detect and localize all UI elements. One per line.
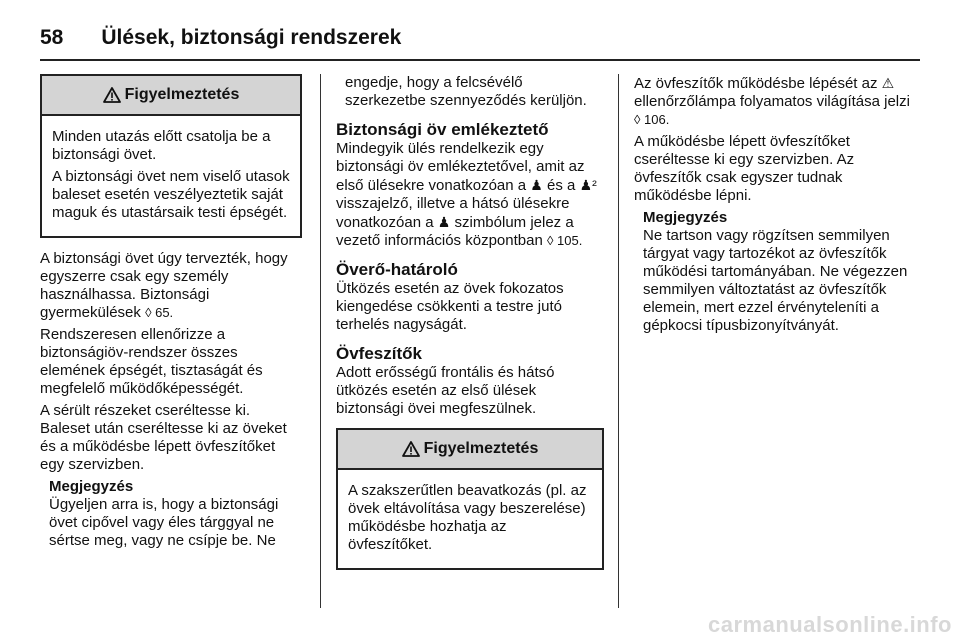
paragraph: A sérült részeket cseréltesse ki. Baleset után cseréltesse ki az öveket és a működésbe lépett övfeszítőket egy szervizben. [40, 402, 287, 473]
page-reference: ◊ 65. [145, 305, 174, 320]
warning-box [40, 74, 302, 238]
page-reference: ◊ 106. [634, 112, 670, 127]
paragraph: A működésbe lépett övfeszítőket cseréltesse ki egy szervizben. Az övfeszítők csak egyszer tudnak működésbe lépni. [634, 133, 855, 204]
note [634, 209, 920, 335]
note-heading: Megjegyzés [49, 478, 134, 495]
column-3 [634, 74, 920, 335]
paragraph: Mindegyik ülés rendelkezik egy biztonsági öv emlékeztetővel, amit az első ülésekre vonatkozóan a ♟ és a ♟² visszajelző, illetve a hátsó ülésekre vonatkozóan a ♟ szimbólum jelez a vezető információs központban ◊ 105. [336, 140, 597, 249]
paragraph: Ütközés esetén az övek fokozatos kiengedése csökkenti a testre jutó terhelés nagyságát. [336, 280, 564, 333]
paragraph: Az övfeszítők működésbe lépését az ⚠ ellenőrzőlámpa folyamatos világítása jelzi ◊ 106. [634, 75, 910, 127]
warning-title: Figyelmeztetés [124, 86, 240, 103]
warning-header [42, 76, 300, 116]
section-heading-reminder: Biztonsági öv emlékeztető [336, 120, 549, 139]
paragraph: Rendszeresen ellenőrizze a biztonságiöv-rendszer összes elemének épségét, tisztaságát és megfelelő működőképességét. [40, 326, 263, 397]
column-1 [40, 74, 302, 550]
note-continuation: engedje, hogy a felcsévélő szerkezetbe szennyeződés kerüljön. [345, 74, 587, 109]
column-divider-2 [618, 74, 619, 608]
note [40, 478, 302, 550]
warning-text: A biztonsági övet nem viselő utasok baleset esetén veszélyeztetik saját maguk és utastársaik testi épségét. [52, 168, 290, 221]
note-text: Ügyeljen arra is, hogy a biztonsági övet cipővel vagy éles tárggyal ne sértse meg, vagy ne csípje be. Ne [49, 496, 279, 549]
warning-triangle-icon [402, 441, 420, 457]
watermark: carmanualsonline.info [708, 612, 952, 637]
page-header [40, 18, 920, 58]
section-heading-limiter: Överő-határoló [336, 260, 458, 279]
page-number: 58 [40, 26, 64, 49]
warning-box [336, 428, 604, 570]
page-reference: ◊ 105. [546, 233, 583, 248]
note-heading: Megjegyzés [643, 209, 728, 226]
warning-header [338, 430, 602, 470]
column-2 [336, 74, 604, 582]
paragraph: Adott erősségű frontális és hátsó ütközés esetén az első ülések biztonsági övei megfeszülnek. [336, 364, 555, 417]
column-divider-1 [320, 74, 321, 608]
pretensioner-warning-icon: ⚠ [881, 75, 895, 91]
warning-title: Figyelmeztetés [423, 440, 539, 457]
warning-text: A szakszerűtlen beavatkozás (pl. az övek eltávolítása vagy beszerelése) működésbe hozhatja az övfeszítőket. [348, 482, 587, 553]
header-rule [40, 59, 920, 61]
page-title: Ülések, biztonsági rendszerek [101, 26, 402, 49]
rear-seatbelt-icon: ♟² [579, 177, 597, 193]
section-heading-pretensioner: Övfeszítők [336, 344, 422, 363]
note-text: Ne tartson vagy rögzítsen semmilyen tárgyat vagy tartozékot az övfeszítők működési tartományában. Ne végezzen semmilyen változtatást az övfeszítők elemein, mert ezzel érvényteleníti a gépkocsi típusbizonyítványát. [643, 227, 908, 334]
seatbelt-icon: ♟ [437, 214, 451, 230]
seatbelt-icon: ♟ [530, 177, 543, 193]
paragraph: A biztonsági övet úgy tervezték, hogy egyszerre csak egy személy használhassa. Biztonsági gyermekülések ◊ 65. [40, 250, 288, 321]
warning-text: Minden utazás előtt csatolja be a biztonsági övet. [52, 128, 271, 163]
warning-triangle-icon [103, 87, 121, 103]
